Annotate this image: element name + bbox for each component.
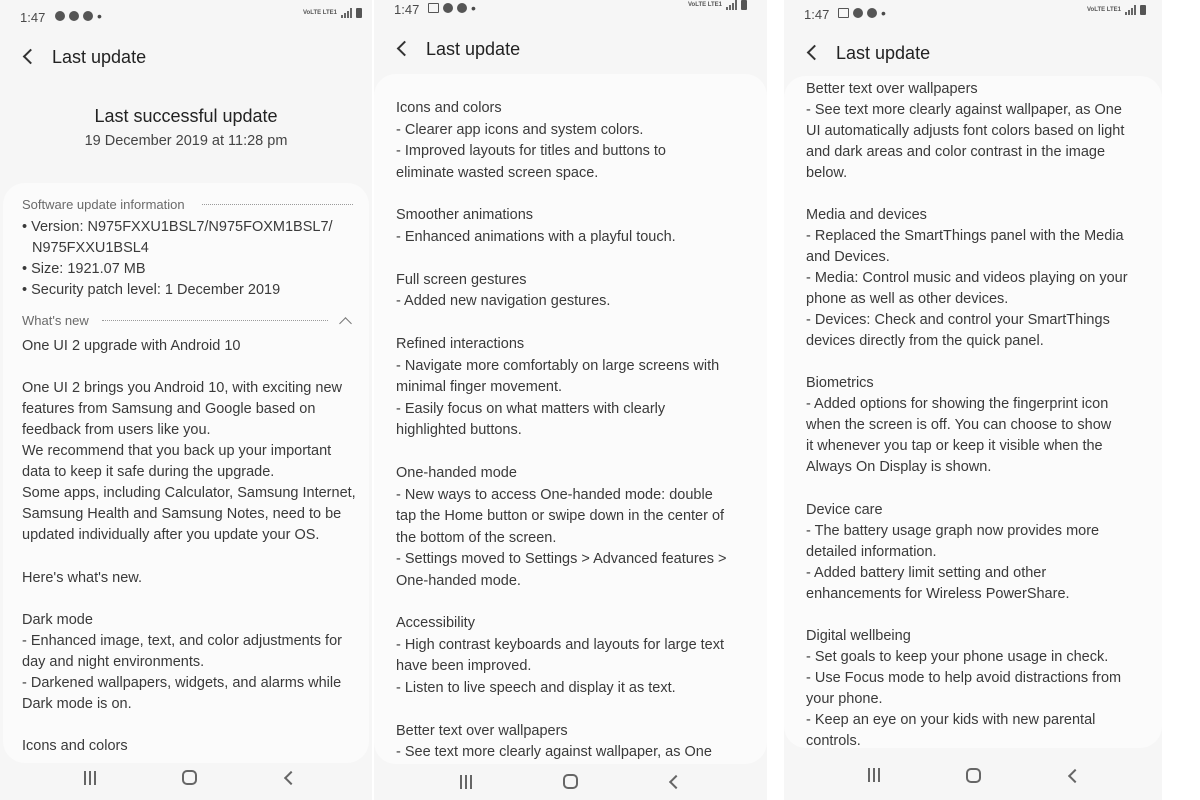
info-line: N975FXXU1BSL4 — [32, 240, 149, 256]
last-update-date: 19 December 2019 at 11:28 pm — [84, 133, 288, 149]
home-icon[interactable] — [966, 768, 981, 783]
text-line: - Use Focus mode to help avoid distractions from — [806, 670, 1122, 686]
phone-screen-3 — [784, 0, 1162, 800]
status-indicators — [303, 8, 362, 18]
home-icon[interactable] — [182, 770, 197, 785]
recents-icon[interactable] — [460, 775, 474, 789]
text-line: - Devices: Check and control your SmartThings — [806, 312, 1110, 328]
page-title: Last update — [836, 43, 931, 63]
text-line: - See text more clearly against wallpaper, as One — [806, 102, 1122, 118]
recents-icon[interactable] — [868, 768, 882, 782]
info-line: • Size: 1921.07 MB — [22, 261, 146, 277]
last-update-heading: Last successful update — [94, 106, 278, 126]
status-bar — [0, 0, 372, 24]
text-line: minimal finger movement. — [396, 379, 562, 395]
page-title: Last update — [52, 47, 147, 67]
title-bar — [784, 34, 1162, 74]
text-line: day and night environments. — [22, 654, 205, 670]
divider — [102, 320, 328, 321]
signal-icon — [1125, 5, 1136, 15]
status-bar — [784, 0, 1162, 21]
text-line: - Improved layouts for titles and buttons to — [396, 143, 666, 159]
gallery-icon — [428, 3, 439, 13]
text-line: - High contrast keyboards and layouts for large text — [396, 637, 725, 653]
signal-icon — [726, 0, 737, 10]
status-time: 1:47 — [804, 7, 830, 22]
text-line: enhancements for Wireless PowerShare. — [806, 586, 1070, 602]
app-notification-icon — [443, 3, 453, 13]
text-line: Accessibility — [396, 615, 475, 631]
text-line: data to keep it safe during the upgrade. — [22, 464, 275, 480]
text-line: - Clearer app icons and system colors. — [396, 122, 644, 138]
battery-icon — [356, 8, 362, 18]
battery-icon — [1140, 5, 1146, 15]
text-line: One-handed mode — [396, 465, 517, 481]
text-line: Some apps, including Calculator, Samsung Internet, — [22, 485, 356, 501]
text-line: Icons and colors — [22, 738, 128, 754]
text-line: tap the Home button or swipe down in the center of — [396, 508, 725, 524]
text-line: it whenever you tap or keep it visible when the — [806, 438, 1103, 454]
text-line: We recommend that you back up your important — [22, 443, 332, 459]
text-line: Always On Display is shown. — [806, 459, 992, 475]
software-info-header: Software update information — [22, 197, 185, 212]
whats-new-header: What's new — [22, 313, 89, 328]
text-line: and Devices. — [806, 249, 890, 265]
app-notification-icon — [853, 8, 863, 18]
text-line: - Darkened wallpapers, widgets, and alarms while — [22, 675, 342, 691]
text-line: devices directly from the quick panel. — [806, 333, 1044, 349]
text-line: - Set goals to keep your phone usage in check. — [806, 649, 1109, 665]
notification-icons — [428, 0, 476, 16]
more-notifications-dot: • — [97, 8, 102, 24]
whatsapp-icon — [83, 11, 93, 21]
text-line: - Enhanced image, text, and color adjustments for — [22, 633, 342, 649]
text-line: when the screen is off. You can choose to show — [806, 417, 1112, 433]
status-indicators — [688, 0, 747, 10]
lte-icon: VoLTE LTE1 — [688, 2, 722, 8]
status-indicators — [1087, 5, 1146, 15]
text-line: below. — [806, 165, 848, 181]
text-line: - The battery usage graph now provides more — [806, 523, 1100, 539]
home-icon[interactable] — [563, 774, 578, 789]
text-line: - Added new navigation gestures. — [396, 293, 611, 309]
text-line: - Enhanced animations with a playful touch. — [396, 229, 676, 245]
text-line: UI automatically adjusts font colors based on light — [806, 123, 1125, 139]
nav-back-icon[interactable] — [668, 776, 680, 788]
back-icon[interactable] — [20, 47, 38, 65]
text-line: - Added battery limit setting and other — [806, 565, 1047, 581]
text-line: detailed information. — [806, 544, 937, 560]
status-time: 1:47 — [20, 10, 46, 25]
text-line: Smoother animations — [396, 207, 534, 223]
navigation-bar — [374, 764, 767, 800]
text-line: eliminate wasted screen space. — [396, 165, 599, 181]
app-notification-icon — [457, 3, 467, 13]
text-line: have been improved. — [396, 658, 532, 674]
text-line: - Media: Control music and videos playing on your — [806, 270, 1128, 286]
text-line: Samsung Health and Samsung Notes, need to be — [22, 506, 342, 522]
page-title: Last update — [426, 39, 521, 59]
text-line: One UI 2 upgrade with Android 10 — [22, 338, 241, 354]
text-line: Icons and colors — [396, 100, 502, 116]
text-line: Here's what's new. — [22, 570, 142, 586]
text-line: - Added options for showing the fingerprint icon — [806, 396, 1109, 412]
text-line: - Listen to live speech and display it as text. — [396, 680, 676, 696]
app-notification-icon — [55, 11, 65, 21]
text-line: - Replaced the SmartThings panel with the Media — [806, 228, 1124, 244]
title-bar — [374, 30, 767, 70]
signal-icon — [341, 8, 352, 18]
text-line: Biometrics — [806, 375, 874, 391]
text-line: Media and devices — [806, 207, 927, 223]
text-line: - Settings moved to Settings > Advanced features > — [396, 551, 727, 567]
app-notification-icon — [69, 11, 79, 21]
lte-icon: VoLTE LTE1 — [303, 10, 337, 16]
navigation-bar — [0, 752, 372, 800]
text-line: your phone. — [806, 691, 883, 707]
text-line: features from Samsung and Google based on — [22, 401, 316, 417]
text-line: Digital wellbeing — [806, 628, 911, 644]
divider — [202, 204, 353, 205]
text-line: phone as well as other devices. — [806, 291, 1009, 307]
notification-icons — [55, 8, 102, 24]
text-line: One UI 2 brings you Android 10, with exciting new — [22, 380, 342, 396]
text-line: feedback from users like you. — [22, 422, 211, 438]
more-notifications-dot: • — [471, 0, 476, 16]
nav-back-icon[interactable] — [1067, 770, 1079, 782]
text-line: Dark mode — [22, 612, 93, 628]
text-line: highlighted buttons. — [396, 422, 522, 438]
text-line: One-handed mode. — [396, 573, 521, 589]
text-line: updated individually after you update your OS. — [22, 527, 320, 543]
back-icon[interactable] — [394, 39, 412, 57]
app-notification-icon — [867, 8, 877, 18]
text-line: - New ways to access One-handed mode: double — [396, 487, 713, 503]
info-line: • Security patch level: 1 December 2019 — [22, 282, 281, 298]
text-line: Dark mode is on. — [22, 696, 132, 712]
collapse-icon[interactable] — [339, 314, 351, 326]
info-line: • Version: N975FXXU1BSL7/N975FOXM1BSL7/ — [22, 219, 333, 235]
text-line: Refined interactions — [396, 336, 525, 352]
text-line: and dark areas and color contrast in the image — [806, 144, 1106, 160]
text-line: Full screen gestures — [396, 272, 527, 288]
text-line: controls. — [806, 733, 861, 749]
nav-back-icon[interactable] — [283, 772, 295, 784]
battery-icon — [741, 0, 747, 10]
back-icon[interactable] — [804, 43, 822, 61]
notification-icons — [838, 5, 886, 21]
status-bar — [374, 0, 767, 16]
more-notifications-dot: • — [881, 5, 886, 21]
text-line: - See text more clearly against wallpaper, as One — [396, 744, 712, 760]
gallery-icon — [838, 8, 849, 18]
text-line: Better text over wallpapers — [396, 723, 568, 739]
text-line: - Easily focus on what matters with clearly — [396, 401, 666, 417]
title-bar — [0, 38, 372, 78]
recents-icon[interactable] — [84, 771, 98, 785]
phone-screen-1 — [0, 0, 372, 800]
text-line: - Navigate more comfortably on large screens with — [396, 358, 720, 374]
navigation-bar — [784, 752, 1162, 800]
text-line: Device care — [806, 502, 883, 518]
phone-screen-2 — [374, 0, 767, 800]
text-line: - Keep an eye on your kids with new parental — [806, 712, 1096, 728]
status-time: 1:47 — [394, 2, 420, 17]
lte-icon: VoLTE LTE1 — [1087, 7, 1121, 13]
text-line: Better text over wallpapers — [806, 81, 978, 97]
text-line: the bottom of the screen. — [396, 530, 557, 546]
